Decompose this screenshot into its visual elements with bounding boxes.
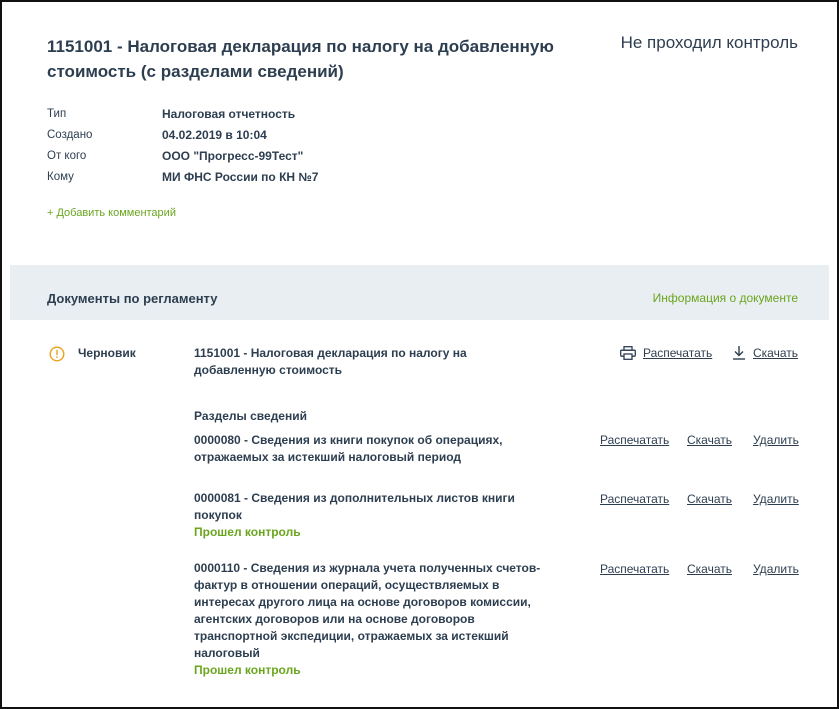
subdoc-0000110 — [194, 560, 559, 679]
add-comment-link[interactable]: + Добавить комментарий — [47, 207, 176, 219]
subdoc-name: 0000110 - Сведения из журнала учета полученных счетов-фактур в отношении операций, осуществляемых в интересах другого лица на основе договоров комиссии, агентских договоров или на основе договоров транспортной экспедиции, отражаемых за истекший налоговый — [194, 561, 541, 660]
documents-section-header — [10, 265, 829, 320]
subdoc-0000080-download-link[interactable]: Скачать — [687, 433, 732, 447]
print-main-link[interactable]: Распечатать — [643, 346, 713, 360]
download-main-link[interactable]: Скачать — [753, 346, 798, 360]
control-status: Не проходил контроль — [620, 33, 798, 52]
meta-label-from: От кого — [47, 150, 87, 162]
download-icon[interactable] — [732, 345, 746, 360]
subdoc-0000080-delete-link[interactable]: Удалить — [753, 433, 799, 447]
printer-icon[interactable] — [620, 346, 636, 360]
subdoc-0000080 — [194, 432, 559, 466]
subdoc-name: 0000080 - Сведения из книги покупок об операциях, отражаемых за истекший налоговый период — [194, 433, 503, 464]
subdoc-control-status: Прошел контроль — [194, 525, 301, 539]
meta-label-type: Тип — [47, 108, 67, 120]
meta-value-created: 04.02.2019 в 10:04 — [162, 128, 267, 142]
document-view — [10, 10, 829, 699]
document-summary-card — [10, 10, 829, 265]
meta-value-type: Налоговая отчетность — [162, 107, 296, 121]
main-document-name: 1151001 - Налоговая декларация по налогу на добавленную стоимость — [194, 346, 467, 377]
subdoc-0000110-delete-link[interactable]: Удалить — [753, 562, 799, 576]
sections-title: Разделы сведений — [194, 409, 307, 423]
meta-value-from: ООО "Прогресс-99Тест" — [162, 149, 304, 163]
subdoc-0000110-download-link[interactable]: Скачать — [687, 562, 732, 576]
meta-label-created: Создано — [47, 129, 93, 141]
subdoc-control-status: Прошел контроль — [194, 663, 301, 677]
subdoc-0000080-print-link[interactable]: Распечатать — [600, 433, 670, 447]
subdoc-0000081 — [194, 490, 559, 541]
meta-label-to: Кому — [47, 171, 74, 183]
subdoc-0000081-download-link[interactable]: Скачать — [687, 492, 732, 506]
warning-icon — [49, 346, 65, 362]
documents-section-title: Документы по регламенту — [47, 291, 218, 306]
document-info-link[interactable]: Информация о документе — [652, 291, 798, 305]
documents-card — [10, 320, 829, 699]
subdoc-0000081-print-link[interactable]: Распечатать — [600, 492, 670, 506]
meta-value-to: МИ ФНС России по КН №7 — [162, 170, 319, 184]
draft-status-label: Черновик — [78, 346, 136, 360]
subdoc-0000110-print-link[interactable]: Распечатать — [600, 562, 670, 576]
subdoc-name: 0000081 - Сведения из дополнительных листов книги покупок — [194, 491, 515, 522]
subdoc-0000081-delete-link[interactable]: Удалить — [753, 492, 799, 506]
page-title: 1151001 - Налоговая декларация по налогу на добавленную стоимость (с разделами сведений) — [47, 37, 554, 81]
